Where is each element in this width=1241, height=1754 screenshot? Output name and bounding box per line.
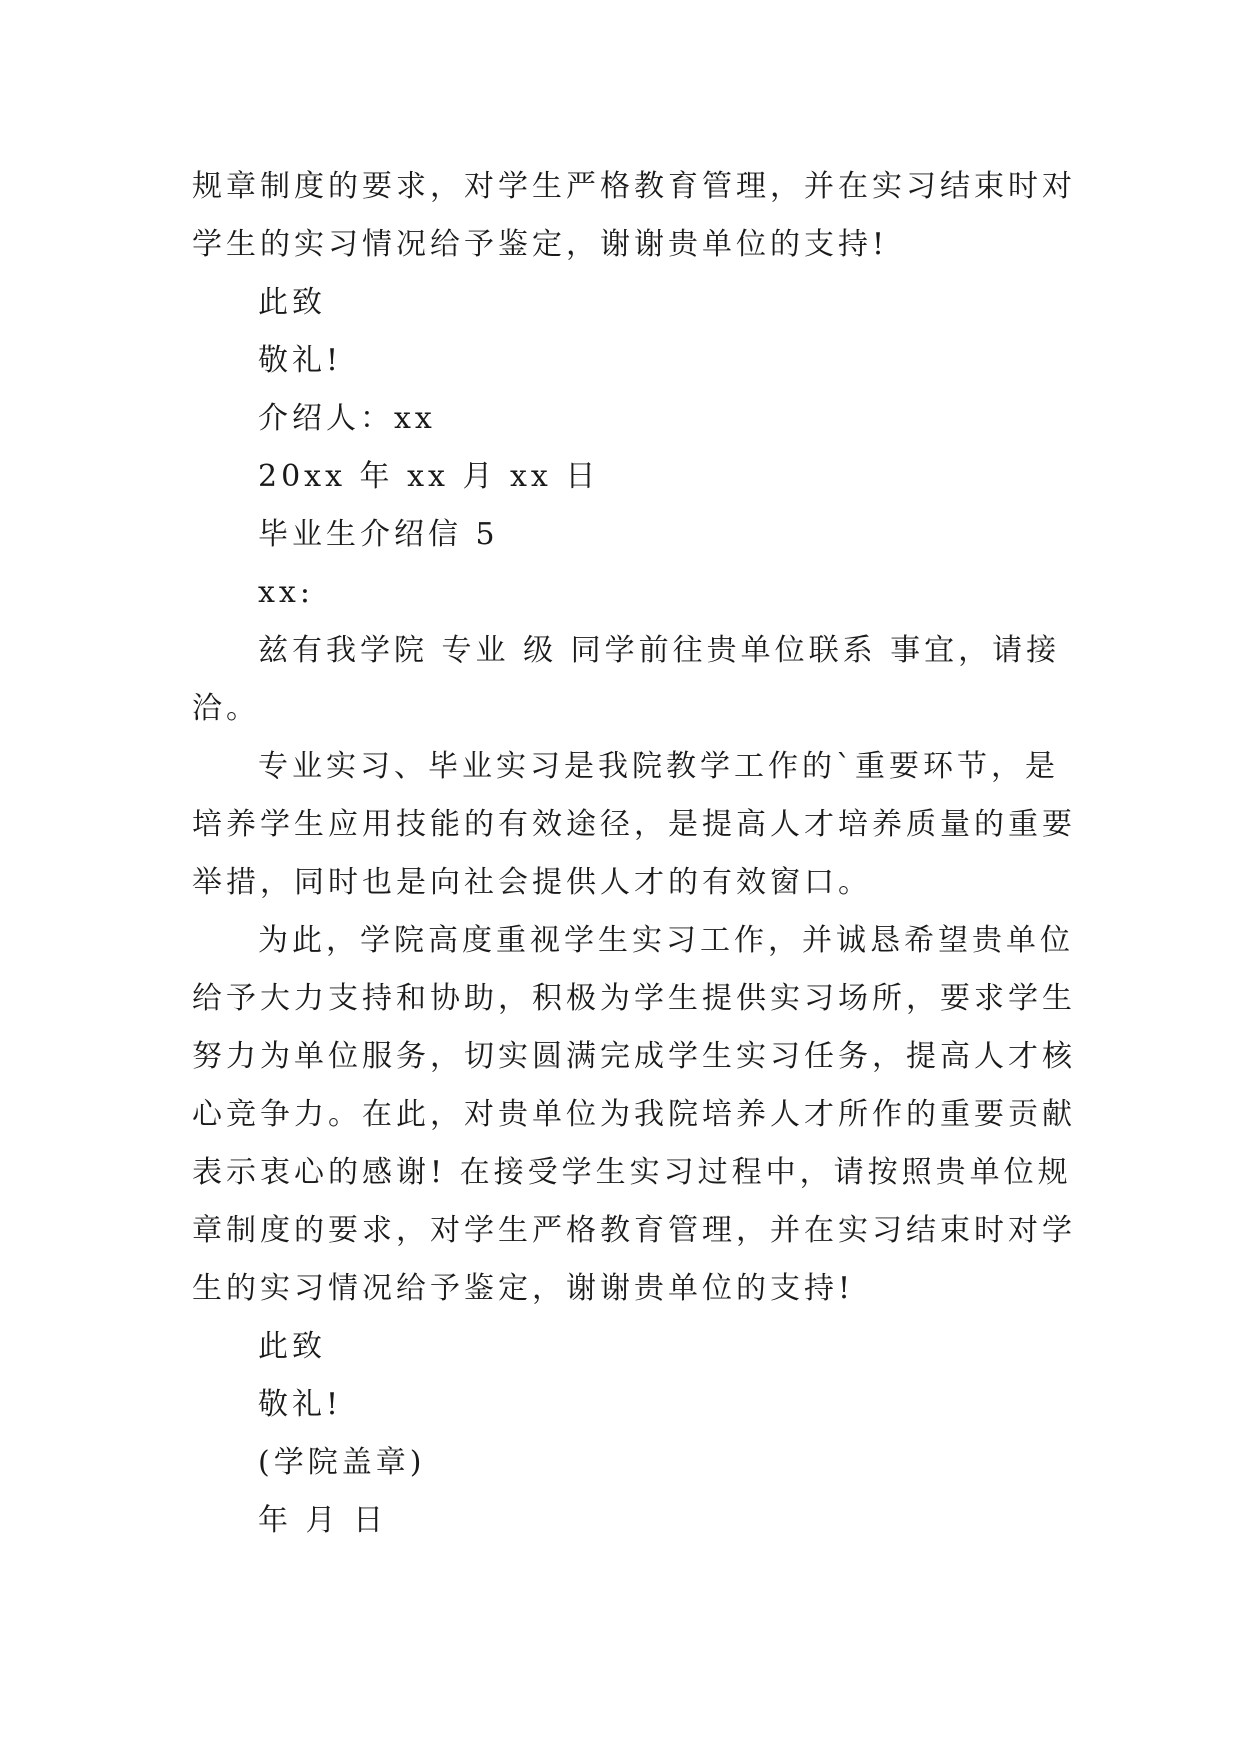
text-line: 学生的实习情况给予鉴定，谢谢贵单位的支持!: [192, 227, 889, 262]
date-line: 20xx 年 xx 月 xx 日: [258, 459, 600, 494]
salutation-line: 敬礼!: [258, 1387, 343, 1422]
text-line: 表示衷心的感谢! 在接受学生实习过程中，请按照贵单位规: [192, 1155, 1072, 1190]
text-line: 心竞争力。在此，对贵单位为我院培养人才所作的重要贡献: [192, 1097, 1076, 1132]
letter-body: [192, 158, 1076, 1550]
section-heading: 毕业生介绍信 5: [258, 517, 499, 552]
text-line: 洽。: [192, 691, 260, 726]
introducer-line: 介绍人：xx: [258, 401, 436, 436]
salutation-line: 此致: [258, 1329, 326, 1364]
text-line: 专业实习、毕业实习是我院教学工作的`重要环节，是: [258, 749, 1059, 784]
text-line: 章制度的要求，对学生严格教育管理，并在实习结束时对学: [192, 1213, 1076, 1248]
text-line: 为此，学院高度重视学生实习工作，并诚恳希望贵单位: [258, 923, 1074, 958]
text-line: 努力为单位服务，切实圆满完成学生实习任务，提高人才核: [192, 1039, 1076, 1074]
text-line: 给予大力支持和协助，积极为学生提供实习场所，要求学生: [192, 981, 1076, 1016]
text-line: 培养学生应用技能的有效途径，是提高人才培养质量的重要: [192, 807, 1076, 842]
date-line: 年 月 日: [258, 1503, 388, 1538]
text-line: 生的实习情况给予鉴定，谢谢贵单位的支持!: [192, 1271, 855, 1306]
text-line: 规章制度的要求，对学生严格教育管理，并在实习结束时对: [192, 169, 1076, 204]
recipient-line: xx:: [258, 575, 314, 610]
text-line: 举措，同时也是向社会提供人才的有效窗口。: [192, 865, 872, 900]
text-line: 兹有我学院 专业 级 同学前往贵单位联系 事宜，请接: [258, 633, 1061, 668]
salutation-line: 此致: [258, 285, 326, 320]
salutation-line: 敬礼!: [258, 343, 343, 378]
seal-line: (学院盖章): [258, 1445, 426, 1480]
